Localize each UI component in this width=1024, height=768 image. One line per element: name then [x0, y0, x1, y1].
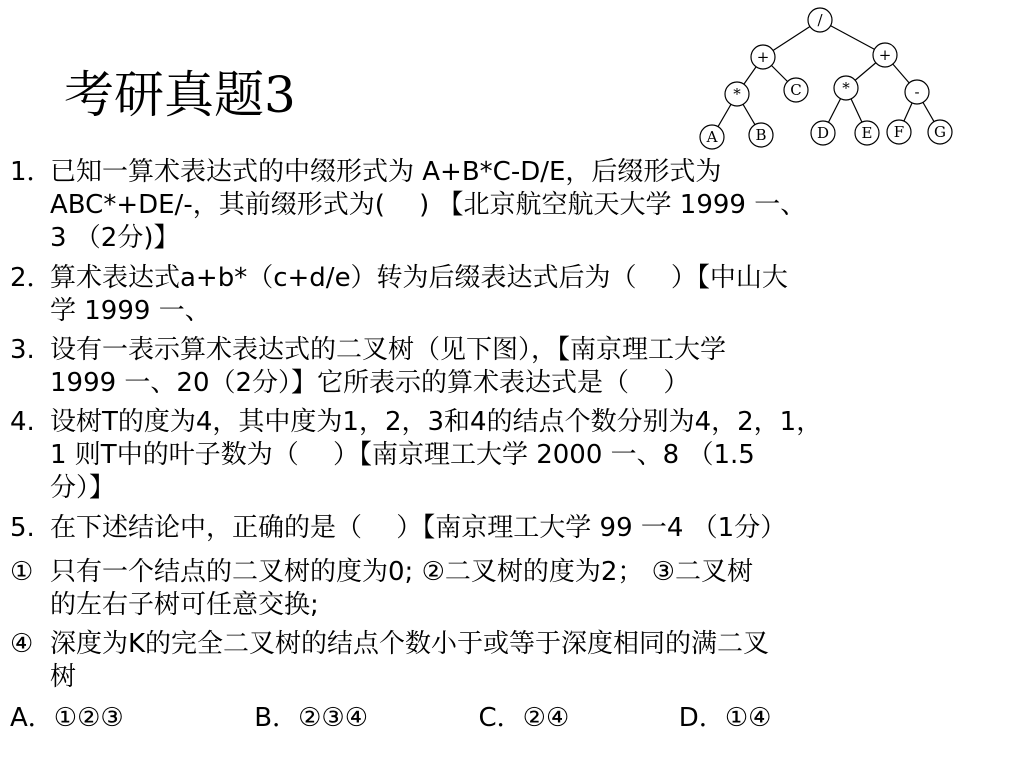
statement-2 [10, 628, 1018, 694]
tree-node-label: F [893, 123, 905, 141]
statement-line: 树 [50, 662, 77, 692]
tree-node [725, 82, 749, 106]
question-number: 3. [10, 335, 35, 365]
question-1 [10, 156, 1018, 255]
question-line: 3 （2分)】 [50, 223, 180, 253]
tree-node-label: D [816, 124, 830, 142]
answer-choice-b[interactable]: B．②③④ [254, 703, 369, 733]
tree-node-label: / [817, 11, 823, 29]
answer-choice-a[interactable]: A．①②③ [10, 703, 124, 733]
question-line: 已知一算术表达式的中缀形式为 A+B*C-D/E，后缀形式为 [50, 157, 722, 187]
tree-node-label: * [842, 79, 850, 97]
question-text [10, 334, 1018, 400]
answer-choices [10, 700, 771, 736]
question-line: 设有一表示算术表达式的二叉树（见下图），【南京理工大学 [50, 335, 727, 365]
answer-choice-d[interactable]: D．①④ [678, 703, 772, 733]
statement-marker: ④ [10, 629, 34, 659]
statement-line: 深度为K的完全二叉树的结点个数小于或等于深度相同的满二叉 [50, 629, 770, 659]
expression-tree-diagram [690, 0, 1024, 160]
tree-node-label: - [914, 83, 920, 101]
tree-node [811, 121, 835, 145]
statement-line: 的左右子树可任意交换; [50, 590, 319, 620]
tree-node-label: + [756, 48, 770, 66]
tree-nodes [700, 8, 952, 149]
question-line: 学 1999 一、 [50, 296, 211, 326]
question-text [10, 262, 1018, 328]
statement-text [10, 556, 1018, 622]
tree-node-label: E [861, 124, 873, 142]
tree-node [905, 80, 929, 104]
question-number: 5. [10, 513, 35, 543]
tree-node [834, 76, 858, 100]
tree-node [749, 123, 773, 147]
tree-edges [712, 20, 940, 137]
question-3 [10, 334, 1018, 400]
tree-node [873, 43, 897, 67]
statement-line: 只有一个结点的二叉树的度为0; ②二叉树的度为2； ③二叉树 [50, 557, 753, 587]
question-line: 设树T的度为4，其中度为1，2，3和4的结点个数分别为4，2，1， [50, 407, 823, 437]
question-line: 在下述结论中，正确的是（ ）【南京理工大学 99 一4 （1分） [50, 513, 787, 543]
answer-choice-c[interactable]: C．②④ [478, 703, 570, 733]
tree-node-label: * [733, 85, 741, 103]
question-line: 1999 一、20（2分）】它所表示的算术表达式是（ ） [50, 368, 690, 398]
tree-node [751, 45, 775, 69]
tree-node [784, 78, 808, 102]
question-line: ABC*+DE/-，其前缀形式为( ) 【北京航空航天大学 1999 一、 [50, 190, 807, 220]
tree-node-label: C [790, 81, 802, 99]
statement-marker: ① [10, 557, 34, 587]
question-number: 1． [10, 157, 53, 187]
tree-node [887, 120, 911, 144]
question-4 [10, 406, 1018, 505]
tree-node [808, 8, 832, 32]
question-text [10, 156, 1018, 255]
question-line: 算术表达式a+b*（c+d/e）转为后缀表达式后为（ ）【中山大 [50, 263, 788, 293]
statement-1 [10, 556, 1018, 622]
question-number: 2． [10, 263, 53, 293]
tree-node [700, 125, 724, 149]
question-5 [10, 512, 1018, 545]
tree-node-label: + [878, 46, 892, 64]
question-line: 分）】 [50, 473, 116, 503]
question-2 [10, 262, 1018, 328]
tree-node-label: G [934, 123, 946, 141]
question-line: 1 则T中的叶子数为（ ）【南京理工大学 2000 一、8 （1.5 [50, 440, 755, 470]
tree-node [928, 120, 952, 144]
question-text [10, 406, 1018, 505]
tree-node [855, 121, 879, 145]
question-number: 4. [10, 407, 35, 437]
slide-title: 考研真题3 [64, 66, 296, 124]
tree-node-label: A [706, 128, 718, 146]
question-text [10, 512, 1018, 545]
statement-text [10, 628, 1018, 694]
tree-node-label: B [755, 126, 767, 144]
